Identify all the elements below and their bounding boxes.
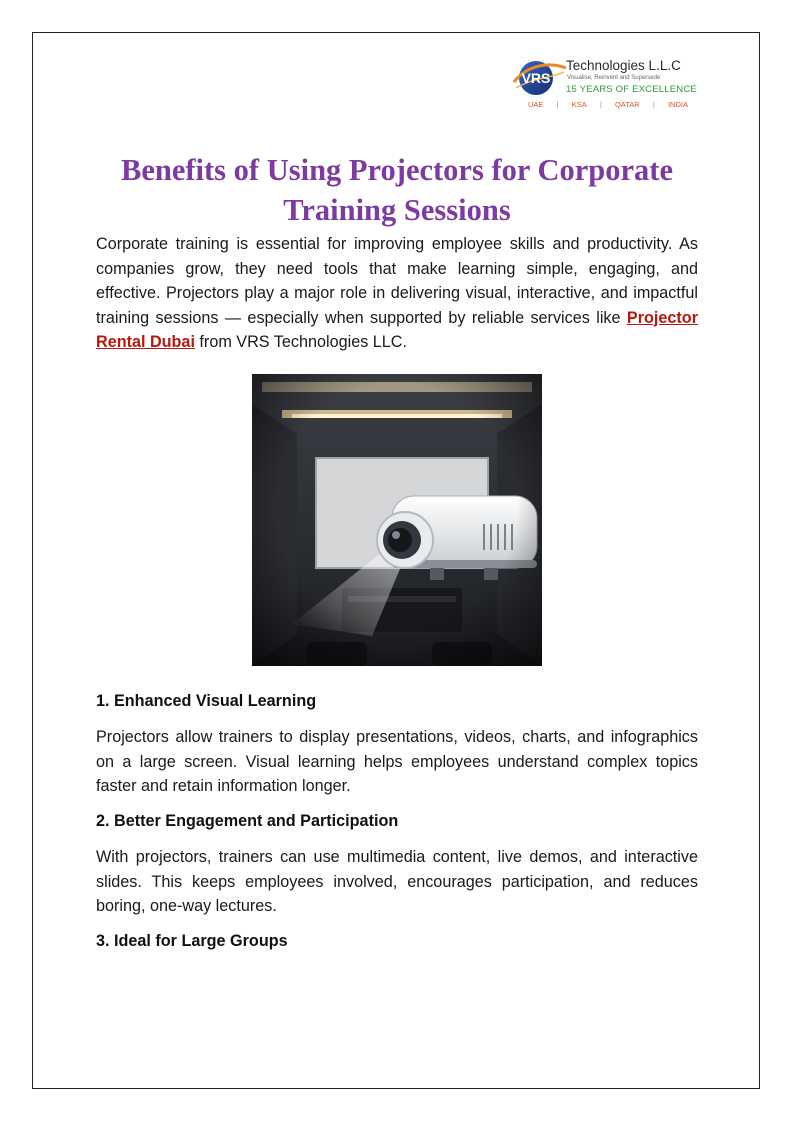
- country-ksa: KSA: [571, 100, 587, 109]
- projector-room-image: [252, 374, 542, 666]
- separator: |: [599, 100, 602, 109]
- projector-rental-link[interactable]: Projector Rental Dubai: [96, 308, 698, 351]
- intro-paragraph: [96, 232, 698, 355]
- logo-years-badge: 15 YEARS OF EXCELLENCE: [566, 84, 697, 95]
- section-heading-2: 2. Better Engagement and Participation: [96, 812, 399, 830]
- country-india: INDIA: [667, 100, 688, 109]
- company-logo[interactable]: [510, 56, 710, 116]
- section-body-2: With projectors, trainers can use multimedia content, live demos, and interactive slides. This keeps employees involved, encourages participation, and reduces boring, one-way lectures.: [96, 848, 698, 915]
- intro-text-end: from VRS Technologies LLC.: [194, 333, 407, 351]
- separator: |: [556, 100, 559, 109]
- intro-text: Corporate training is essential for improving employee skills and productivity. As companies grow, they need tools that make learning simple, engaging, and effective. Projectors play a major role in delivering visual, interactive, and impactful training sessions — especially when supported by reliable services like: [96, 235, 698, 327]
- section-body-1: Projectors allow trainers to display presentations, videos, charts, and infographics on a large screen. Visual learning helps employees understand complex topics faster and retain information longer.: [96, 728, 698, 795]
- logo-company-name: Technologies L.L.C: [566, 58, 681, 73]
- country-uae: UAE: [528, 100, 544, 109]
- page-title: Benefits of Using Projectors for Corporate Training Sessions: [121, 153, 673, 227]
- logo-countries: [528, 100, 688, 109]
- vrs-globe-icon: [510, 56, 570, 100]
- separator: |: [652, 100, 655, 109]
- section-heading-1: 1. Enhanced Visual Learning: [96, 692, 317, 710]
- country-qatar: QATAR: [614, 100, 640, 109]
- logo-tagline: Visualise, Reinvent and Supersede: [567, 75, 661, 81]
- svg-text:VRS: VRS: [521, 70, 551, 86]
- section-heading-3: 3. Ideal for Large Groups: [96, 932, 288, 950]
